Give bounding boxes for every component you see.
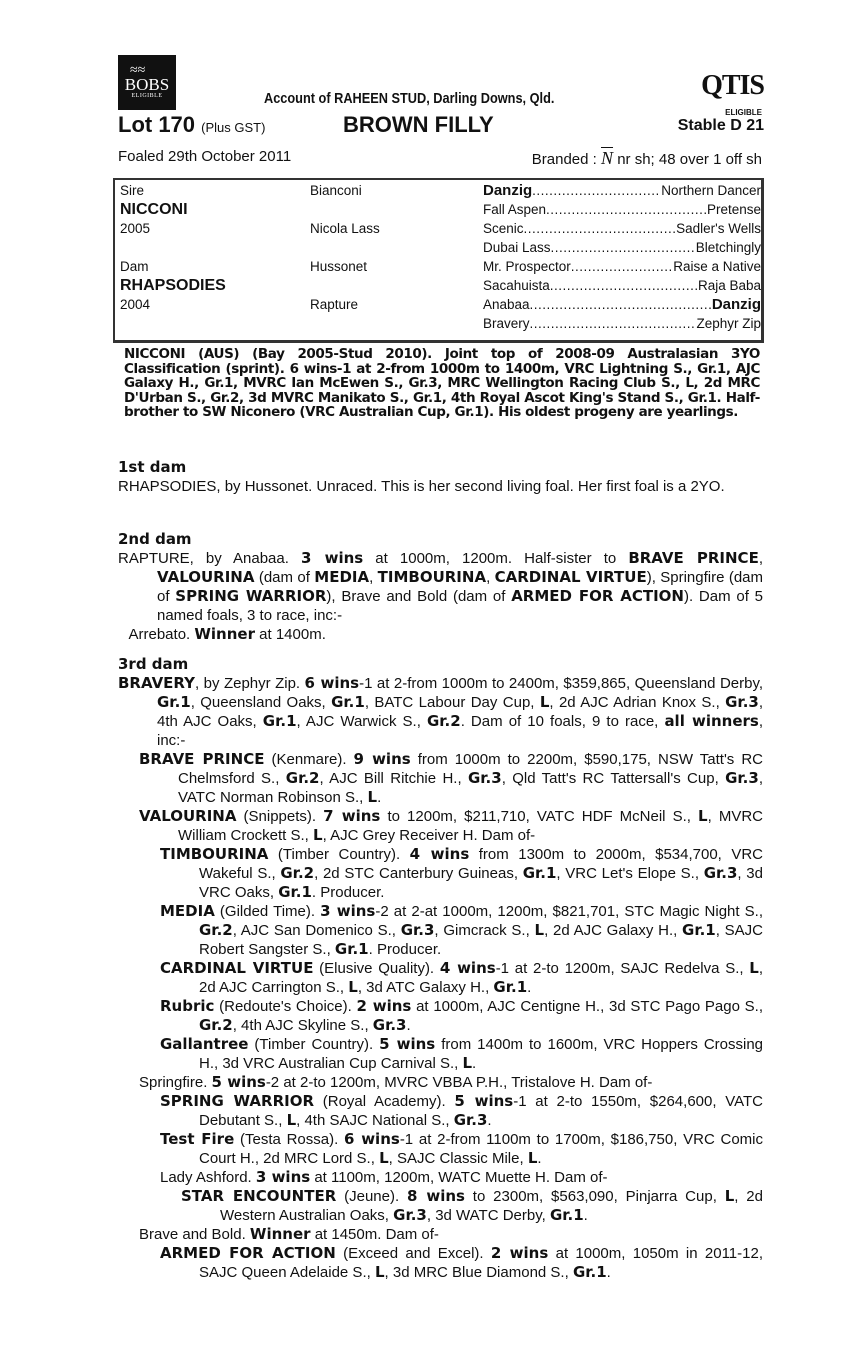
bold-text: MEDIA — [314, 568, 370, 586]
bold-text: Gr.1 — [522, 864, 557, 882]
ancestor-name: Sacahuista — [483, 278, 550, 293]
text: . Producer. — [368, 941, 442, 958]
vendor-account: Account of RAHEEN STUD, Darling Downs, Qld. — [264, 90, 555, 107]
bold-text: Rubric — [160, 997, 215, 1015]
text: , 2d AJC Adrian Knox S., — [549, 694, 726, 711]
sire-summary: NICCONI (AUS) (Bay 2005-Stud 2010). Joint top of 2008-09 Australasian 3YO Classification (sprint). 6 wins-1 at 2-from 1000m to 1400m, VRC Lightning S., Gr.1, AJC Galaxy H., Gr.1, MVRC Ian McEwen S., Gr.3, MRC Wellington Racing Club S., L, 2d MRC D'Urban S., Gr.2, 3d MVRC Manikato S., Gr.1, 4th Royal Ascot King's Stand S., Gr.1. Half-brother to SW Niconero (VRC Australian Cup, Gr.1). His oldest progeny are yearlings. — [124, 346, 760, 420]
qtis-logo-text: QTIS — [701, 70, 764, 101]
bold-text: L — [367, 788, 378, 806]
bold-text: VALOURINA — [157, 568, 255, 586]
bold-text: all winners — [664, 712, 759, 730]
bold-text: BRAVE PRINCE — [139, 750, 265, 768]
text: RHAPSODIES, by Hussonet. Unraced. This is her second living foal. Her first foal is a 2YO. — [118, 478, 725, 495]
ancestor-name: Danzig — [483, 182, 533, 199]
text: , AJC Warwick S., — [296, 713, 427, 730]
pedigree-entry — [118, 477, 763, 496]
bold-text: Test Fire — [160, 1130, 235, 1148]
sire-sire: Bianconi — [310, 183, 362, 198]
sire-label: Sire — [120, 183, 145, 198]
bold-text: 6 wins — [343, 1130, 400, 1148]
text: at 1000m, AJC Centigne H., 3d STC Pago Pago S., — [411, 998, 763, 1015]
text: , SAJC Robert Sangster S., — [199, 922, 764, 958]
bold-text: Gr.3 — [725, 693, 759, 711]
bold-text: Gr.1 — [572, 1263, 607, 1281]
bold-text: Gr.2 — [199, 1016, 233, 1034]
sire-name: NICCONI — [120, 201, 188, 218]
sire-year: 2005 — [120, 221, 151, 236]
bold-text: L — [286, 1111, 297, 1129]
bold-text: Gr.2 — [285, 769, 320, 787]
ancestor-name: Mr. Prospector — [483, 259, 571, 274]
text: . — [606, 1264, 611, 1281]
brand-info — [532, 148, 762, 169]
pedigree-entry — [118, 807, 763, 845]
leader-dots — [546, 200, 707, 219]
ancestor-sire: Bletchingly — [695, 240, 761, 255]
pedigree-ancestor-row — [483, 200, 761, 219]
section-heading: 2nd dam — [118, 530, 192, 548]
bold-text: TIMBOURINA — [160, 845, 269, 863]
text: (Exceed and Excel). — [335, 1245, 491, 1262]
text: , 3d VRC Oaks, — [199, 865, 763, 901]
leader-dots — [530, 314, 697, 333]
text: (Timber Country). — [268, 846, 410, 863]
gst-note: (Plus GST) — [201, 120, 266, 135]
bold-text: ARMED FOR ACTION — [511, 587, 684, 605]
text: . — [377, 789, 382, 806]
bold-text: L — [539, 693, 550, 711]
bold-text: SPRING WARRIOR — [175, 587, 327, 605]
text: (Testa Rossa). — [234, 1131, 344, 1148]
bold-text: Gr.1 — [682, 921, 716, 939]
text: -1 at 2-from 1000m to 2400m, $359,865, Queensland Derby, — [359, 675, 764, 692]
bold-text: Gr.3 — [400, 921, 435, 939]
text: , Queensland Oaks, — [190, 694, 332, 711]
bold-text: BRAVE PRINCE — [628, 549, 759, 567]
qtis-logo-subtext: ELIGIBLE — [725, 108, 762, 117]
text: -2 at 2-at 1000m, 1200m, $821,701, STC Magic Night S., — [375, 903, 764, 920]
ancestor-sire: Sadler's Wells — [676, 221, 761, 236]
bold-text: 7 wins — [323, 807, 381, 825]
bold-text: Gr.3 — [453, 1111, 488, 1129]
bold-text: MEDIA — [160, 902, 215, 920]
pedigree-section — [118, 655, 763, 1282]
text: (Snippets). — [236, 808, 324, 825]
text: , 2d AJC Galaxy H., — [544, 922, 683, 939]
pedigree-entry — [118, 1073, 763, 1092]
bold-text: 9 wins — [353, 750, 411, 768]
text: RAPTURE, by Anabaa. — [118, 550, 302, 567]
pedigree-entry — [118, 902, 763, 959]
bold-text: 3 wins — [320, 902, 376, 920]
text: , 2d AJC Carrington S., — [199, 960, 764, 996]
text: ), Springfire (dam of — [157, 569, 763, 605]
ancestor-name: Dubai Lass — [483, 240, 551, 255]
bold-text: 6 wins — [304, 674, 360, 692]
pedigree-section — [118, 530, 763, 644]
leader-dots — [530, 295, 712, 314]
bold-text: 2 wins — [490, 1244, 549, 1262]
text: to 2300m, $563,090, Pinjarra Cup, — [464, 1188, 725, 1205]
text: . — [537, 1150, 542, 1167]
text: , 3d WATC Derby, — [426, 1207, 550, 1224]
bold-text: L — [313, 826, 323, 844]
pedigree-ancestor-row — [483, 181, 761, 200]
bold-text: Gr.3 — [372, 1016, 407, 1034]
sire-dam: Nicola Lass — [310, 221, 380, 236]
bold-text: STAR ENCOUNTER — [181, 1187, 337, 1205]
text: -2 at 2-to 1200m, MVRC VBBA P.H., Tristalove H. Dam of- — [265, 1074, 653, 1091]
text: , — [369, 569, 378, 586]
text: Arrebato. — [128, 626, 195, 643]
text: , AJC Bill Ritchie H., — [319, 770, 468, 787]
text: (Timber Country). — [248, 1036, 380, 1053]
bold-text: 5 wins — [379, 1035, 436, 1053]
ancestor-sire: Northern Dancer — [661, 183, 761, 198]
section-heading: 1st dam — [118, 458, 187, 476]
bobs-logo-subtext: ELIGIBLE — [131, 93, 163, 99]
bold-text: CARDINAL VIRTUE — [494, 568, 647, 586]
pedigree-entry — [118, 845, 763, 902]
bold-text: 2 wins — [356, 997, 412, 1015]
brand-mark-icon: $\overline{N}$ — [601, 148, 614, 168]
text: , 2d Western Australian Oaks, — [220, 1188, 763, 1224]
bold-text: Gr.1 — [331, 693, 365, 711]
text: , — [758, 550, 763, 567]
leader-dots — [571, 257, 673, 276]
bold-text: L — [462, 1054, 473, 1072]
bold-text: VALOURINA — [139, 807, 237, 825]
pedigree-entry — [118, 1092, 763, 1130]
bold-text: L — [374, 1263, 385, 1281]
text: at 1100m, 1200m, WATC Muette H. Dam of- — [310, 1169, 608, 1186]
brand-text: nr sh; 48 over 1 off sh — [617, 151, 762, 168]
text: . Producer. — [311, 884, 385, 901]
pedigree-entry — [118, 625, 763, 644]
ancestor-name: Scenic — [483, 221, 524, 236]
dam-name: RHAPSODIES — [120, 277, 226, 294]
bold-text: Gr.1 — [334, 940, 369, 958]
leader-dots — [532, 181, 661, 200]
horse-description: BROWN FILLY — [343, 112, 494, 137]
text: , 3d ATC Galaxy H., — [357, 979, 494, 996]
text: (Jeune). — [336, 1188, 407, 1205]
bold-text: Gr.1 — [278, 883, 312, 901]
pedigree-section — [118, 458, 763, 496]
pedigree-entry — [118, 549, 763, 625]
bold-text: 4 wins — [439, 959, 496, 977]
qtis-eligible-logo — [684, 70, 764, 117]
pedigree-entry — [118, 750, 763, 807]
bold-text: CARDINAL VIRTUE — [160, 959, 314, 977]
dam-label: Dam — [120, 259, 149, 274]
bold-text: Gr.2 — [280, 864, 315, 882]
bold-text: Gr.1 — [262, 712, 297, 730]
text: ). Dam of 5 named foals, 3 to race, inc:- — [157, 588, 763, 624]
lot-header — [118, 112, 764, 140]
bold-text: Gr.2 — [199, 921, 233, 939]
bold-text: L — [698, 807, 708, 825]
bold-text: Winner — [194, 625, 255, 643]
bold-text: L — [379, 1149, 389, 1167]
bold-text: 5 wins — [454, 1092, 514, 1110]
bold-text: Gallantree — [160, 1035, 249, 1053]
text: from 1300m to 2000m, $534,700, VRC Wakeful S., — [199, 846, 764, 882]
text: , Gimcrack S., — [434, 922, 535, 939]
bold-text: Gr.3 — [393, 1206, 427, 1224]
text: Brave and Bold. — [139, 1226, 250, 1243]
bold-text: 3 wins — [301, 549, 364, 567]
text: ), Brave and Bold (dam of — [326, 588, 512, 605]
dam-sire: Hussonet — [310, 259, 368, 274]
lot-label: Lot 170 — [118, 112, 196, 137]
ancestor-sire: Pretense — [706, 202, 761, 217]
branded-label: Branded : — [531, 151, 597, 168]
leader-dots — [551, 238, 696, 257]
bold-text: Gr.1 — [493, 978, 528, 996]
text: to 1200m, $211,710, VATC HDF McNeil S., — [380, 808, 699, 825]
dam-year: 2004 — [120, 297, 151, 312]
text: (Royal Academy). — [314, 1093, 455, 1110]
text: . — [583, 1207, 588, 1224]
bold-text: Gr.1 — [549, 1206, 584, 1224]
bold-text: Gr.3 — [703, 864, 738, 882]
pedigree-ancestor-row — [483, 314, 761, 333]
text: , VRC Let's Elope S., — [556, 865, 704, 882]
section-heading: 3rd dam — [118, 655, 189, 673]
text: , by Zephyr Zip. — [195, 675, 305, 692]
pedigree-entry — [118, 959, 763, 997]
pedigree-entry — [118, 1225, 763, 1244]
bold-text: L — [348, 978, 358, 996]
leader-dots — [524, 219, 677, 238]
bold-text: Winner — [249, 1225, 311, 1243]
bold-text: Gr.3 — [725, 769, 759, 787]
text: from 1400m to 1600m, VRC Hoppers Crossing H., 3d VRC Australian Cup Carnival S., — [199, 1036, 764, 1072]
text: , SAJC Classic Mile, — [388, 1150, 528, 1167]
bobs-eligible-logo — [118, 55, 176, 110]
pedigree-entry — [118, 674, 763, 750]
text: . — [406, 1017, 411, 1034]
pedigree-entry — [118, 997, 763, 1035]
bold-text: ARMED FOR ACTION — [160, 1244, 336, 1262]
text: , 4th AJC Oaks, — [157, 694, 764, 730]
pedigree-ancestor-row — [483, 238, 761, 257]
pedigree-ancestor-row — [483, 276, 761, 295]
bold-text: SPRING WARRIOR — [160, 1092, 315, 1110]
bold-text: L — [724, 1187, 735, 1205]
text: , 3d MRC Blue Diamond S., — [384, 1264, 573, 1281]
horse-icon: ≈≈ — [130, 63, 146, 78]
text: at 1450m. Dam of- — [310, 1226, 439, 1243]
text: (Redoute's Choice). — [214, 998, 357, 1015]
ancestor-sire: Danzig — [711, 296, 761, 313]
bold-text: BRAVERY — [118, 674, 196, 692]
bold-text: L — [527, 1149, 538, 1167]
ancestor-name: Bravery — [483, 316, 530, 331]
text: , AJC San Domenico S., — [232, 922, 401, 939]
text: at 1000m, 1200m. Half-sister to — [363, 550, 629, 567]
foaled-date: Foaled 29th October 2011 — [118, 148, 292, 165]
text: . — [527, 979, 532, 996]
pedigree-entry — [118, 1187, 763, 1225]
text: (dam of — [254, 569, 315, 586]
pedigree-ancestor-row — [483, 295, 761, 314]
ancestor-name: Fall Aspen — [483, 202, 547, 217]
bold-text: 3 wins — [255, 1168, 311, 1186]
text: . — [487, 1112, 492, 1129]
stable-location: Stable D 21 — [677, 117, 764, 134]
bold-text: L — [534, 921, 545, 939]
text: , BATC Labour Day Cup, — [364, 694, 540, 711]
text: at 1000m, 1050m in 2011-12, SAJC Queen Adelaide S., — [199, 1245, 763, 1281]
pedigree-entry — [118, 1035, 763, 1073]
pedigree-ancestor-row — [483, 257, 761, 276]
text: , AJC Grey Receiver H. Dam of- — [322, 827, 536, 844]
leader-dots — [550, 276, 698, 295]
text: , 4th SAJC National S., — [296, 1112, 454, 1129]
ancestor-sire: Raja Baba — [697, 278, 761, 293]
text: , VATC Norman Robinson S., — [178, 770, 763, 806]
text: (Elusive Quality). — [313, 960, 440, 977]
text: -1 at 2-from 1100m to 1700m, $186,750, VRC Comic Court H., 2d MRC Lord S., — [199, 1131, 764, 1167]
text: . — [472, 1055, 477, 1072]
text: at 1400m. — [255, 626, 326, 643]
text: , 4th AJC Skyline S., — [232, 1017, 373, 1034]
text: (Kenmare). — [264, 751, 354, 768]
bold-text: Gr.3 — [467, 769, 502, 787]
bold-text: TIMBOURINA — [377, 568, 487, 586]
bold-text: 8 wins — [407, 1187, 465, 1205]
ancestor-name: Anabaa — [483, 297, 530, 312]
text: , Qld Tatt's RC Tattersall's Cup, — [501, 770, 726, 787]
bold-text: L — [749, 959, 759, 977]
text: Lady Ashford. — [160, 1169, 256, 1186]
pedigree-table — [113, 178, 764, 343]
text: , 2d STC Canterbury Guineas, — [314, 865, 523, 882]
ancestor-sire: Raise a Native — [673, 259, 761, 274]
text: , MVRC William Crockett S., — [178, 808, 763, 844]
text: from 1000m to 2200m, $590,175, NSW Tatt's RC Chelmsford S., — [178, 751, 764, 787]
text: -1 at 2-to 1550m, $264,600, VATC Debutant S., — [199, 1093, 764, 1129]
ancestor-sire: Zephyr Zip — [696, 316, 761, 331]
text: . Dam of 10 foals, 9 to race, — [460, 713, 665, 730]
text: Springfire. — [139, 1074, 212, 1091]
pedigree-entry — [118, 1130, 763, 1168]
text: -1 at 2-to 1200m, SAJC Redelva S., — [495, 960, 750, 977]
bold-text: Gr.1 — [157, 693, 191, 711]
text: (Gilded Time). — [214, 903, 321, 920]
bold-text: 5 wins — [211, 1073, 266, 1091]
lot-number — [118, 112, 265, 138]
bold-text: 4 wins — [409, 845, 470, 863]
pedigree-ancestor-row — [483, 219, 761, 238]
text: , inc:- — [157, 713, 764, 749]
bobs-logo-text: BOBS — [124, 75, 170, 94]
pedigree-entry — [118, 1244, 763, 1282]
bold-text: Gr.2 — [426, 712, 461, 730]
dam-dam: Rapture — [310, 297, 359, 312]
text: , — [486, 569, 495, 586]
pedigree-entry — [118, 1168, 763, 1187]
